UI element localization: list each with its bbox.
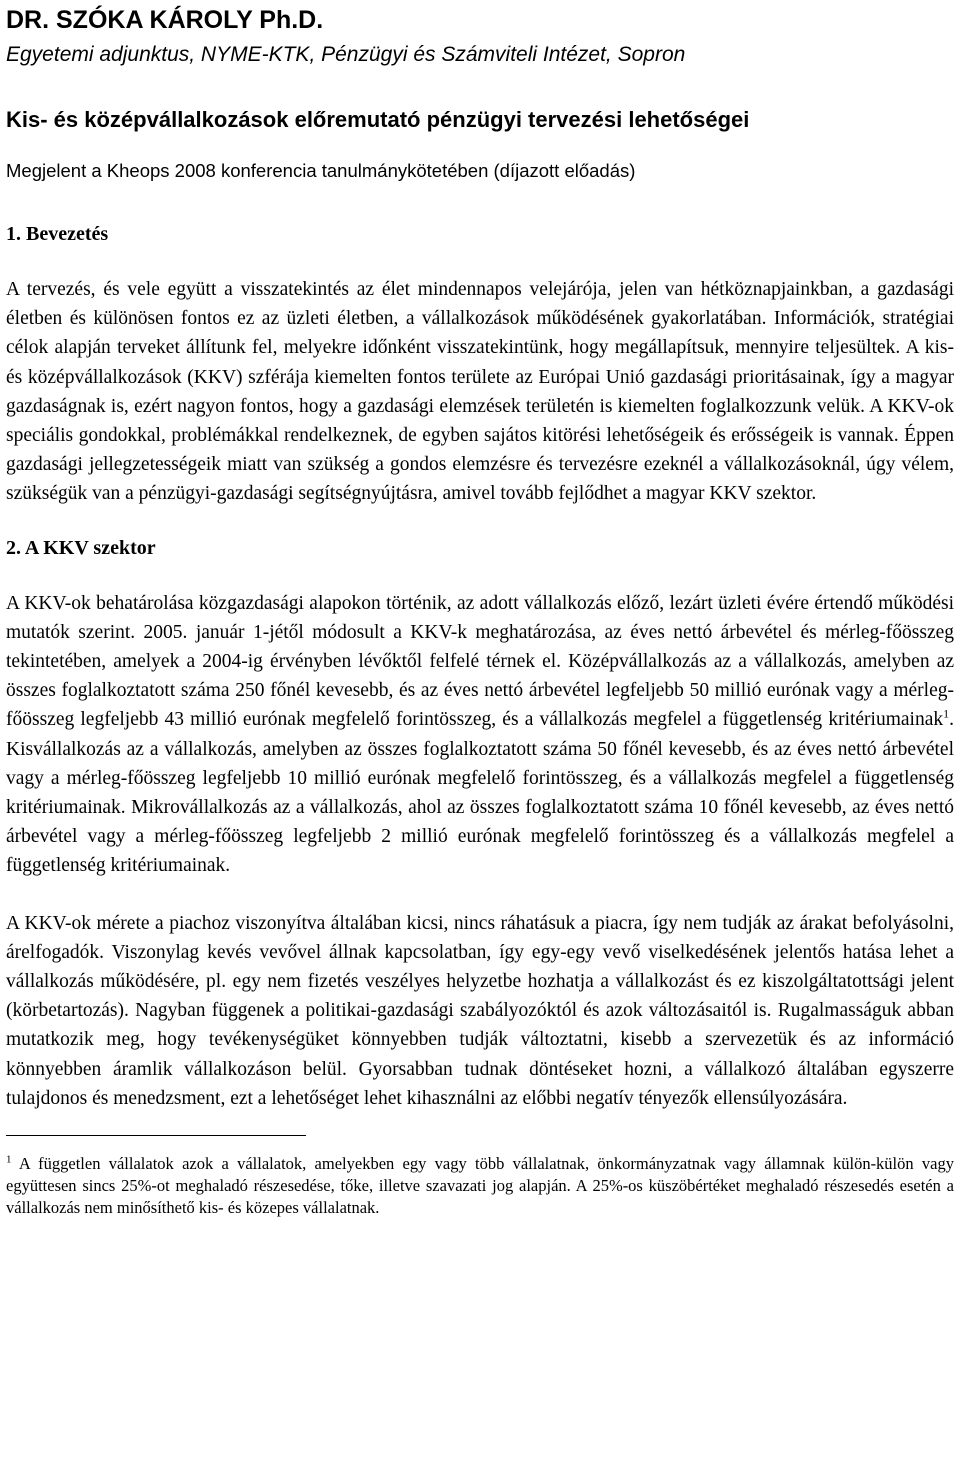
paragraph-kkv-definition <box>6 589 954 881</box>
paragraph-kkv-characteristics: A KKV-ok mérete a piachoz viszonyítva általában kicsi, nincs ráhatásuk a piacra, így nem tudják az árakat befolyásolni, árelfogadók. Viszonylag kevés vevővel állnak kapcsolatban, így egy-egy vevő viselkedésének jelentős hatása lehet a vállalkozás működésére, pl. egy nem fizetés veszélyes helyzetbe hozhatja a vállalkozást és ez kiszolgáltatottsági jelent (körbetartozás). Nagyban függenek a politikai-gazdasági szabályozóktól és azok változásaitól is. Rugalmasságuk abban mutatkozik meg, hogy tevékenységüket könnyebben tudják változtatni, kisebb a szervezetük és az információ könnyebben áramlik vállalkozáson belül. Gyorsabban tudnak döntéseket hozni, a vállalkozó általában egyszerre tulajdonos és menedzsment, ezt a lehetőséget lehet kihasználni az előbbi negatív tényezők ellensúlyozására. <box>6 912 954 1109</box>
paragraph-text-part: . Kisvállalkozás az a vállalkozás, amelyben az összes foglalkoztatott száma 50 főnél kevesebb, és az éves nettó árbevétel vagy a mérleg-főösszeg legfeljebb 10 millió eurónak megfelelő forintösszeg, és a vállalkozás megfelel a függetlenség kritériumainak. Mikrovállalkozás az a vállalkozás, ahol az összes foglalkoztatott száma 10 főnél kevesebb, az éves nettó árbevétel vagy a mérleg-főösszeg legfeljebb 2 millió eurónak megfelelő forintösszeg és a vállalkozás megfelel a függetlenség kritériumainak. <box>6 709 954 877</box>
author-name: DR. SZÓKA KÁROLY Ph.D. <box>6 6 324 34</box>
footnote-number: 1 <box>6 1153 12 1166</box>
footnote-text: A független vállalatok azok a vállalatok, amelyekben egy vagy több vállalatnak, önkormányzatnak vagy államnak külön-külön vagy együttesen sincs 25%-ot meghaladó részesedése, tőke, illetve szavazati jog alapján. A 25%-os küszöbértéket meghaladó részesedés esetén a vállalkozás nem minősíthető kis- és közepes vállalatnak. <box>6 1154 954 1218</box>
paragraph-text-part: A KKV-ok behatárolása közgazdasági alapokon történik, az adott vállalkozás előző, lezárt üzleti évére értendő működési mutatók szerint. 2005. január 1-jétől módosult a KKV-k meghatározása, az éves nettó árbevétel és mérleg-főösszeg tekintetében, amelyek a 2004-ig érvényben lévőktől felfelé térnek el. Középvállalkozás az a vállalkozás, amelyben az összes foglalkoztatott száma 250 főnél kevesebb, és az éves nettó árbevétel legfeljebb 50 millió eurónak vagy a mérleg-főösszeg legfeljebb 43 millió eurónak megfelelő forintösszeg, és a vállalkozás megfelel a függetlenség kritériumainak <box>6 592 954 731</box>
document-page <box>6 0 954 1219</box>
paragraph-introduction: A tervezés, és vele együtt a visszatekintés az élet mindennapos velejárója, jelen van hétköznapjainkban, a gazdasági életben és különösen fontos ez az üzleti életben, a vállalkozások működésének gyakorlatában. Információk, stratégiai célok alapján terveket állítunk fel, melyekre időnként visszatekintünk, hogy megállapítsuk, mennyire teljesültek. A kis- és középvállalkozások (KKV) szférája kiemelten fontos területe az Európai Unió gazdasági prioritásainak, így a magyar gazdaságnak is, ezért nagyon fontos, hogy a gazdasági elemzések területén is kiemelten foglalkozzunk velük. A KKV-ok speciális gondokkal, problémákkal rendelkeznek, de egyben sajátos kitörési lehetőségeik és erősségeik is vannak. Éppen gazdasági jellegzetességeik miatt van szükség a gondos elemzésre és tervezésre ezeknél a vállalkozásoknál, úgy vélem, szükségük van a pénzügyi-gazdasági segítségnyújtásra, amivel tovább fejlődhet a magyar KKV szektor. <box>6 279 954 505</box>
footnote-separator <box>6 1135 306 1136</box>
author-affiliation: Egyetemi adjunktus, NYME-KTK, Pénzügyi és Számviteli Intézet, Sopron <box>6 43 686 66</box>
publication-note: Megjelent a Kheops 2008 konferencia tanulmánykötetében (díjazott előadás) <box>6 160 636 181</box>
footnote-reference: 1 <box>943 706 950 721</box>
section-heading-introduction: 1. Bevezetés <box>6 223 109 245</box>
section-heading-kkv-sector: 2. A KKV szektor <box>6 536 156 559</box>
footnote <box>6 1153 954 1219</box>
document-title: Kis- és középvállalkozások előremutató pénzügyi tervezési lehetőségei <box>6 107 750 132</box>
